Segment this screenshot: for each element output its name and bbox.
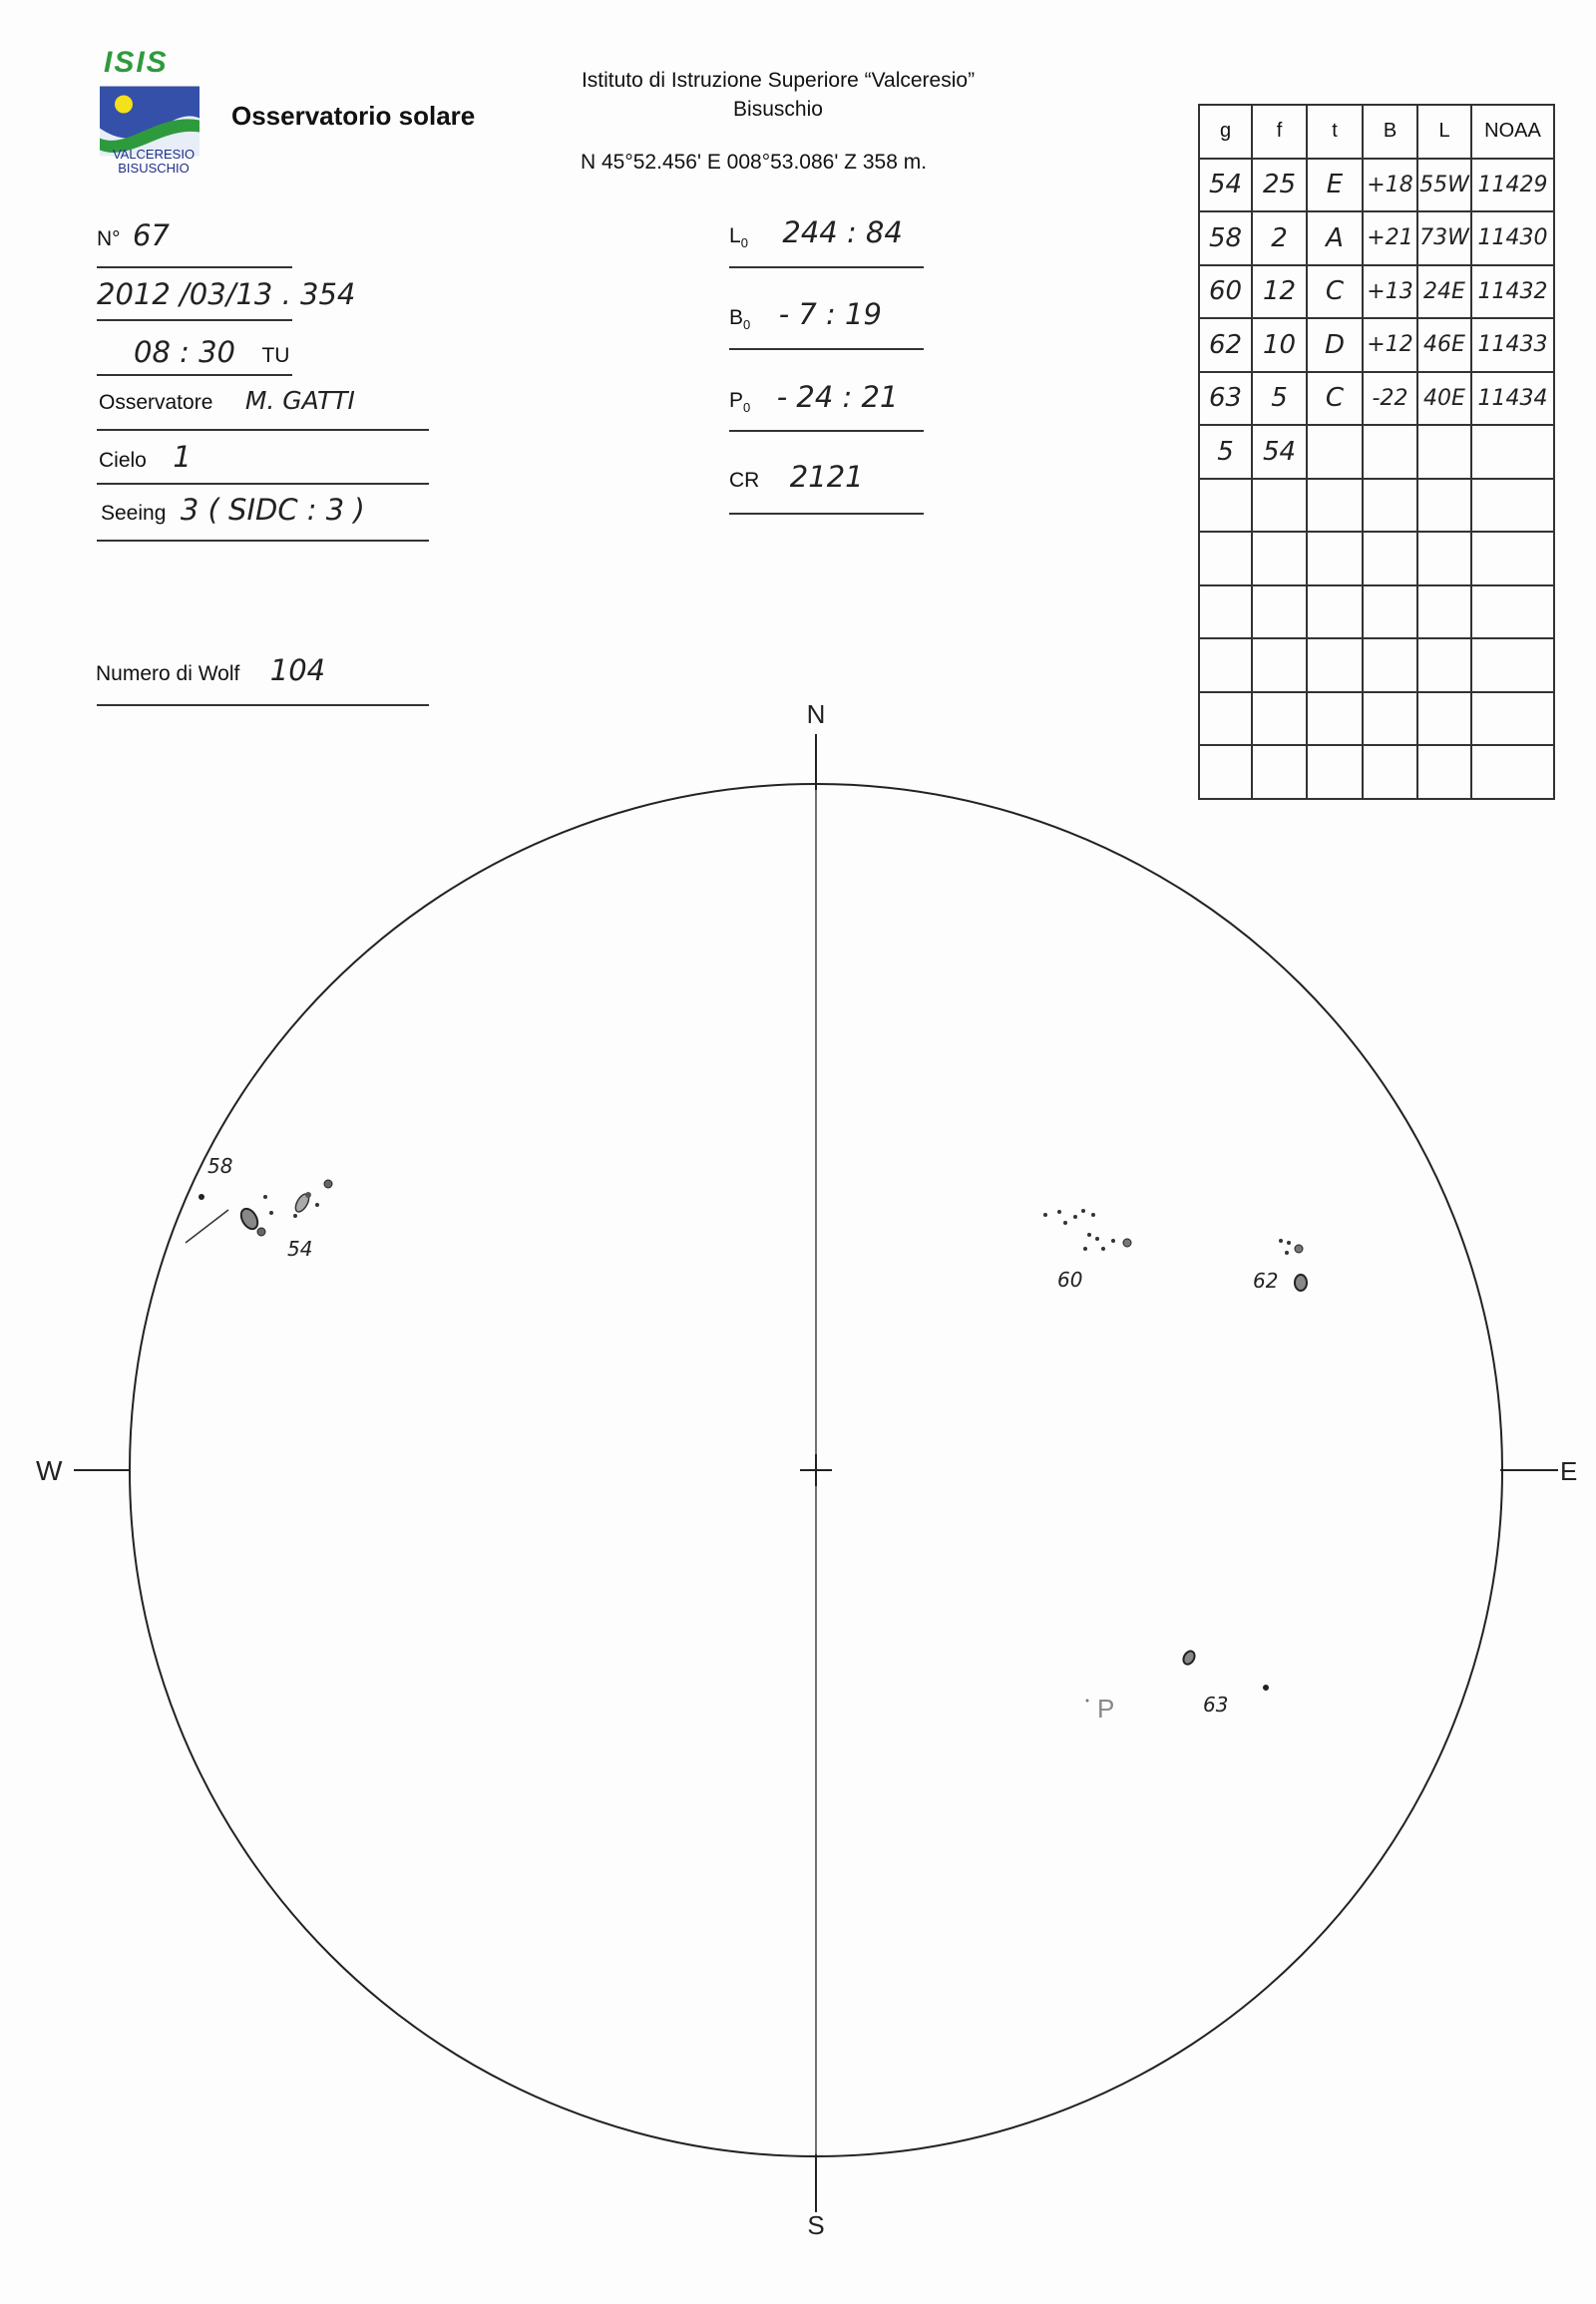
north-label: N [806,699,826,729]
table-cell: 5 [1199,425,1252,479]
sunspot-group-62 [1279,1239,1307,1291]
sky-label: Cielo [99,449,147,472]
table-cell: 11434 [1471,372,1554,426]
table-cell: 11432 [1471,265,1554,319]
table-cell: 54 [1199,159,1252,212]
p0-label: $P_0$ [729,389,751,416]
table-cell: 55W [1417,159,1471,212]
seeing-label: Seeing [101,502,167,525]
p0-value: - 24 : 21 [776,380,899,414]
table-cell: 10 [1252,318,1307,372]
east-label: E [1560,1456,1578,1486]
table-cell: 11433 [1471,318,1554,372]
table-cell: +13 [1363,265,1417,319]
table-cell: 62 [1199,318,1252,372]
institute-name: Istituto di Istruzione Superiore “Valceresio” [581,69,976,92]
record-time-value: 08 : 30 [134,335,236,369]
cr-value: 2121 [789,460,864,494]
table-cell: +18 [1363,159,1417,212]
table-cell: E [1307,159,1363,212]
record-number-label: N° [97,227,121,250]
table-header-cell: t [1307,105,1363,159]
table-cell: 25 [1252,159,1307,212]
table-cell: A [1307,211,1363,265]
table-cell: 12 [1252,265,1307,319]
table-cell: 58 [1199,211,1252,265]
table-header-cell: NOAA [1471,105,1554,159]
table-cell: 11429 [1471,159,1554,212]
observer-label: Osservatore [99,391,213,414]
table-cell: 11430 [1471,211,1554,265]
logo-caption-line2: BISUSCHIO [118,161,190,176]
group-label-62: 62 [1253,1269,1279,1293]
sunspot-group-63 [1181,1649,1269,1691]
group-label-63: 63 [1203,1693,1229,1717]
observatory-coordinates: N 45°52.456' E 008°53.086' Z 358 m. [581,151,928,174]
wolf-label: Numero di Wolf [96,662,240,685]
wolf-value: 104 [269,653,326,687]
group-label-54: 54 [287,1237,313,1261]
table-cell: 60 [1199,265,1252,319]
table-cell: 73W [1417,211,1471,265]
table-cell: C [1307,265,1363,319]
table-header-cell: f [1252,105,1307,159]
logo-caption-line1: VALCERESIO [112,147,196,162]
table-cell: D [1307,318,1363,372]
record-time-unit: TU [261,344,290,367]
south-label: S [807,2210,825,2240]
table-cell: 40E [1417,372,1471,426]
table-header-cell: g [1199,105,1252,159]
l0-value: 244 : 84 [782,215,903,249]
table-cell: 2 [1252,211,1307,265]
west-label: W [36,1455,63,1486]
l0-label: $L_0$ [729,224,748,251]
b0-label: $B_0$ [729,306,751,333]
table-cell: 24E [1417,265,1471,319]
table-cell: +12 [1363,318,1417,372]
sunspot-group-60 [1043,1209,1131,1251]
table-cell: C [1307,372,1363,426]
observer-value: M. GATTI [244,386,355,415]
table-cell: 63 [1199,372,1252,426]
pole-mark-dot [1086,1700,1089,1703]
table-cell: -22 [1363,372,1417,426]
table-cell: +21 [1363,211,1417,265]
cr-label: CR [729,469,760,492]
seeing-value: 3 ( SIDC : 3 ) [180,493,365,527]
logo-acronym: ISIS [104,46,169,79]
institute-town: Bisuschio [733,98,823,121]
sky-value: 1 [173,440,192,474]
table-cell: 5 [1252,372,1307,426]
pole-mark-label: P [1097,1694,1115,1724]
table-cell: 54 [1252,425,1307,479]
group-label-60: 60 [1057,1268,1083,1292]
table-header-cell: L [1417,105,1471,159]
sunspot-group-58-54 [186,1180,332,1243]
b0-value: - 7 : 19 [778,297,882,331]
record-date-value: 2012 /03/13 . 354 [97,277,356,311]
group-label-58: 58 [207,1154,233,1178]
observatory-title: Osservatorio solare [231,101,476,131]
record-number-value: 67 [133,218,170,252]
table-cell: 46E [1417,318,1471,372]
table-header-cell: B [1363,105,1417,159]
